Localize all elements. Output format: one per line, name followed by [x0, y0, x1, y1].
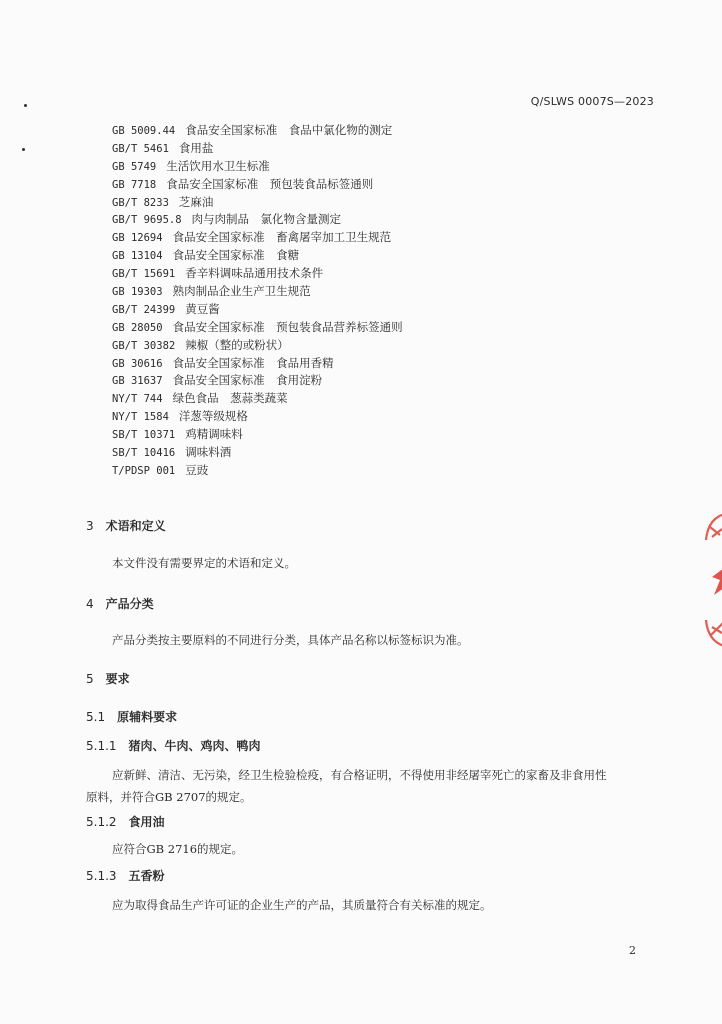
- reference-code: SB/T 10371: [112, 429, 176, 442]
- seal-stamp-icon: [698, 505, 722, 655]
- section-5-heading: [86, 670, 130, 687]
- reference-item: [112, 283, 403, 301]
- section-number: 4: [86, 597, 94, 611]
- section-number: 5.1.1: [86, 739, 117, 753]
- section-number: 5.1: [86, 710, 106, 724]
- section-title: 要求: [105, 672, 130, 686]
- reference-item: [112, 211, 403, 229]
- section-title: 五香粉: [128, 869, 165, 883]
- reference-title: 黄豆酱: [185, 301, 220, 316]
- reference-code: GB 19303: [112, 286, 163, 299]
- section-title: 猪肉、牛肉、鸡肉、鸭肉: [128, 739, 261, 753]
- reference-title: 食品安全国家标准 预包装食品标签通则: [166, 176, 374, 191]
- reference-list: [112, 122, 403, 480]
- reference-code: NY/T 1584: [112, 411, 169, 424]
- reference-code: GB 5009.44: [112, 125, 176, 137]
- section-4-text: 产品分类按主要原料的不同进行分类，具体产品名称以标签标识为准。: [112, 633, 469, 647]
- section-5-1-1-heading: [86, 737, 261, 754]
- document-code: Q/SLWS 0007S—2023: [530, 95, 654, 108]
- section-title: 术语和定义: [105, 519, 166, 533]
- reference-title: 生活饮用水卫生标准: [166, 158, 270, 173]
- reference-title: 食用盐: [178, 140, 214, 155]
- section-5-1-3-text: 应为取得食品生产许可证的企业生产的产品，其质量符合有关标准的规定。: [112, 898, 492, 912]
- reference-code: SB/T 10416: [112, 447, 176, 460]
- reference-code: GB/T 24399: [112, 303, 176, 316]
- reference-item: [112, 140, 403, 158]
- reference-item: [112, 444, 403, 462]
- reference-title: 食品安全国家标准 畜禽屠宰加工卫生规范: [172, 230, 392, 245]
- reference-code: GB 28050: [112, 321, 163, 334]
- reference-code: GB 7718: [112, 178, 157, 191]
- reference-item: [112, 229, 403, 247]
- section-number: 5.1.2: [86, 815, 117, 829]
- reference-title: 食品安全国家标准 食用淀粉: [172, 373, 323, 388]
- reference-item: [112, 158, 403, 176]
- reference-code: GB/T 15691: [112, 268, 176, 281]
- section-title: 产品分类: [105, 597, 154, 611]
- reference-title: 香辛料调味品通用技术条件: [185, 266, 324, 281]
- reference-item: [112, 426, 403, 444]
- reference-item: [112, 122, 403, 140]
- reference-code: GB/T 5461: [112, 142, 169, 155]
- reference-title: 洋葱等级规格: [178, 409, 248, 424]
- reference-code: T/PDSP 001: [112, 464, 176, 477]
- reference-item: [112, 390, 403, 408]
- reference-title: 辣椒（整的或粉状）: [185, 337, 289, 352]
- reference-item: [112, 319, 403, 337]
- section-5-1-1-text-line2: 原料，并符合GB 2707的规定。: [86, 790, 252, 804]
- scan-mark: [22, 148, 25, 151]
- reference-item: [112, 408, 403, 426]
- reference-code: GB 13104: [112, 250, 163, 263]
- section-number: 3: [86, 519, 94, 533]
- reference-item: [112, 372, 403, 390]
- section-5-1-heading: [86, 708, 177, 725]
- reference-code: GB 12694: [112, 232, 163, 245]
- reference-title: 肉与肉制品 氯化物含量测定: [191, 212, 342, 227]
- section-3-heading: [86, 517, 166, 534]
- scan-mark: [24, 104, 27, 107]
- reference-title: 鸡精调味料: [185, 427, 243, 442]
- section-number: 5.1.3: [86, 869, 117, 883]
- section-title: 食用油: [128, 815, 165, 829]
- reference-item: [112, 265, 403, 283]
- section-3-text: 本文件没有需要界定的术语和定义。: [112, 556, 296, 570]
- reference-title: 绿色食品 葱蒜类蔬菜: [172, 391, 288, 406]
- section-5-1-2-text: 应符合GB 2716的规定。: [112, 842, 244, 856]
- reference-title: 豆豉: [185, 462, 209, 477]
- section-title: 原辅料要求: [117, 710, 178, 724]
- reference-code: NY/T 744: [112, 393, 163, 406]
- reference-item: [112, 194, 403, 212]
- reference-code: GB 30616: [112, 357, 163, 370]
- reference-title: 调味料酒: [185, 445, 232, 460]
- reference-item: [112, 355, 403, 373]
- reference-title: 食品安全国家标准 预包装食品营养标签通则: [172, 319, 403, 334]
- reference-title: 熟肉制品企业生产卫生规范: [172, 284, 311, 299]
- reference-code: GB 5749: [112, 160, 157, 173]
- reference-code: GB/T 30382: [112, 339, 176, 352]
- reference-item: [112, 176, 403, 194]
- reference-code: GB 31637: [112, 375, 163, 388]
- reference-title: 食品安全国家标准 食品用香精: [172, 355, 334, 370]
- section-5-1-1-text-line1: 应新鲜、清洁、无污染，经卫生检验检疫，有合格证明，不得使用非经屠宰死亡的家畜及非食用性: [112, 768, 607, 782]
- reference-title: 芝麻油: [178, 194, 214, 209]
- section-5-1-2-heading: [86, 813, 165, 830]
- reference-item: [112, 462, 403, 480]
- section-5-1-3-heading: [86, 867, 165, 884]
- reference-code: GB/T 8233: [112, 196, 169, 209]
- reference-title: 食品安全国家标准 食品中氯化物的测定: [185, 123, 393, 137]
- reference-item: [112, 337, 403, 355]
- section-number: 5: [86, 672, 94, 686]
- section-4-heading: [86, 595, 154, 612]
- reference-code: GB/T 9695.8: [112, 214, 182, 227]
- reference-title: 食品安全国家标准 食糖: [172, 248, 300, 263]
- reference-item: [112, 247, 403, 265]
- page-number: 2: [629, 944, 636, 957]
- reference-item: [112, 301, 403, 319]
